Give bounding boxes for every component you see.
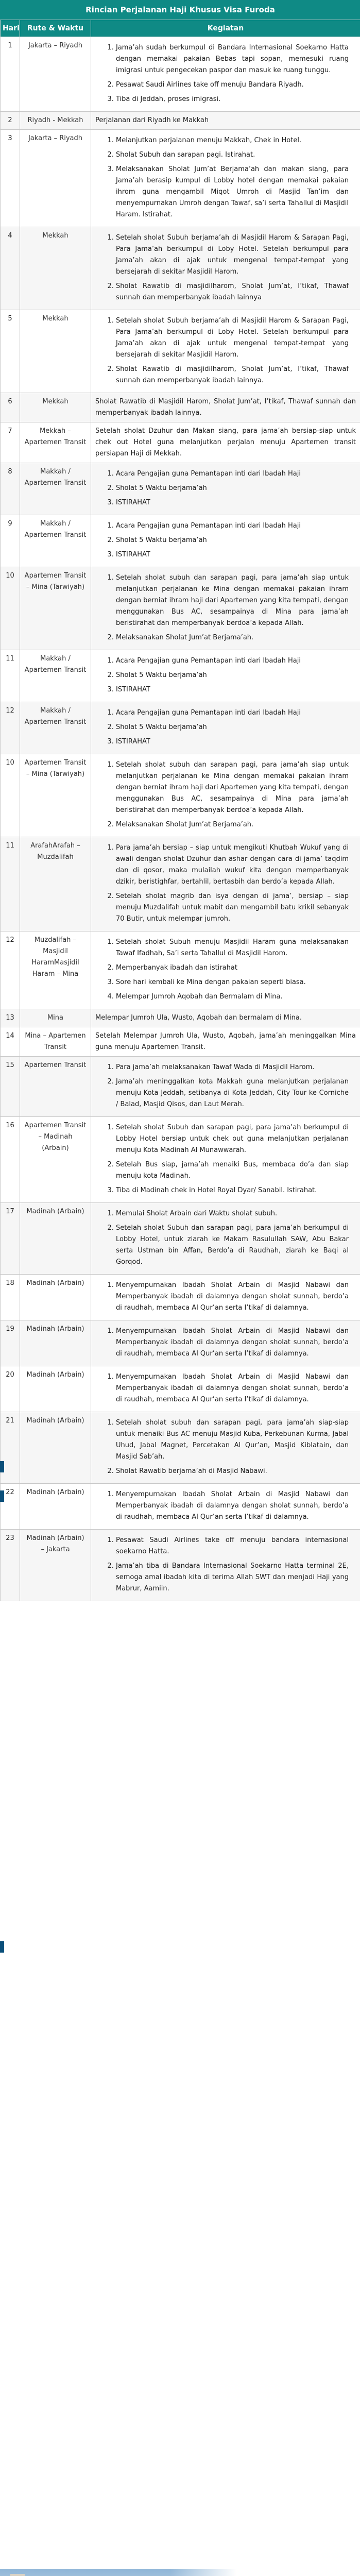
activity-cell xyxy=(91,112,360,130)
activity-item: 2. Melaksanakan Sholat Jum’at Berjama’ah. xyxy=(116,632,356,643)
activity-item: 1. Setelah sholat Subuh dan sarapan pagi, para jama’ah berkumpul di Lobby Hotel bersiap untuk chek out guna melanjutkan perjalanan menuju Kota Madinah Al Munawwarah. xyxy=(116,1122,356,1156)
day-cell: 16 xyxy=(1,1117,20,1203)
table-row xyxy=(1,310,360,393)
day-cell: 21 xyxy=(1,1412,20,1484)
route-cell: Makkah / Apartemen Transit xyxy=(20,463,91,515)
activity-list xyxy=(95,520,356,561)
activity-list xyxy=(95,1326,356,1360)
table-row xyxy=(1,567,360,650)
activity-list xyxy=(95,1371,356,1405)
day-cell: 23 xyxy=(1,1530,20,1601)
activity-cell xyxy=(91,1275,360,1320)
route-cell: Apartemen Transit xyxy=(20,1057,91,1117)
activity-list xyxy=(95,572,356,643)
route-cell: Mina xyxy=(20,1009,91,1027)
activity-cell xyxy=(91,422,360,463)
activity-item: 3. Sore hari kembali ke Mina dengan pakaian seperti biasa. xyxy=(116,977,356,988)
activity-item: 3. ISTIRAHAT xyxy=(116,549,356,561)
activity-cell xyxy=(91,650,360,702)
route-cell: Mina – Apartemen Transit xyxy=(20,1027,91,1057)
table-row xyxy=(1,754,360,837)
day-cell: 17 xyxy=(1,1203,20,1275)
table-row xyxy=(1,112,360,130)
header-day: Hari xyxy=(1,20,20,37)
day-cell: 10 xyxy=(1,567,20,650)
activity-item: 1. Setelah sholat subuh dan sarapan pagi, para jama’ah siap-siap untuk menaiki Bus AC menuju Masjid Kuba, Perkebunan Kurma, Jabal Uhud, Jabal Magnet, Percetakan Al Qur’an, Masjid Kiblatain, dan Masjid Sab’ah. xyxy=(116,1417,356,1463)
day-cell: 11 xyxy=(1,650,20,702)
activity-item: 2. Jama’ah tiba di Bandara Internasional Soekarno Hatta terminal 2E, semoga amal ibadah kita di terima Allah SWT dan menjadi Haji yang Mabrur, Aamiin. xyxy=(116,1561,356,1595)
route-cell: Apartemen Transit – Mina (Tarwiyah) xyxy=(20,567,91,650)
table-row xyxy=(1,393,360,422)
activity-item: 1. Menyempurnakan Ibadah Sholat Arbain di Masjid Nabawi dan Memperbanyak ibadah di dalamnya dengan sholat sunnah, berdo’a di raudhah, membaca Al Qur’an serta I’tikaf di dalamnya. xyxy=(116,1280,356,1314)
activity-cell xyxy=(91,1203,360,1275)
day-cell: 5 xyxy=(1,310,20,393)
activity-cell xyxy=(91,567,360,650)
day-cell: 1 xyxy=(1,37,20,112)
activity-item: 3. Melaksanakan Sholat Jum’at Berjama’ah dan makan siang, para Jama’ah berasip kumpul di Lobby hotel dengan memakai pakaian ihrom guna mengambil Miqot Umroh di Masjid Tan’im dan menyempurnakan Umroh dengan Tawaf, sa’i serta Tahallul di Masjidil Haram. Istirahat. xyxy=(116,164,356,221)
day-cell: 14 xyxy=(1,1027,20,1057)
day-cell: 2 xyxy=(1,112,20,130)
activity-item: 1. Para jama’ah bersiap – siap untuk mengikuti Khutbah Wukuf yang di awali dengan sholat Dzuhur dan ashar dengan cara di jama’ taqdim dan di qosor, maka mulailah wukuf kita dengan memperbanyak dzikir, beristighfar, bertahlil, bertasbih dan berdo’a kepada Allah. xyxy=(116,842,356,888)
table-row xyxy=(1,227,360,310)
route-cell: Riyadh - Mekkah xyxy=(20,112,91,130)
activity-text: Perjalanan dari Riyadh ke Makkah xyxy=(95,116,209,124)
activity-cell xyxy=(91,515,360,567)
activity-item: 2. Setelah Bus siap, jama’ah menaiki Bus, membaca do’a dan siap menuju kota Madinah. xyxy=(116,1159,356,1182)
activity-item: 2. Sholat Rawatib berjama’ah di Masjid Nabawi. xyxy=(116,1466,356,1477)
table-row xyxy=(1,1203,360,1275)
route-cell: Makkah / Apartemen Transit xyxy=(20,650,91,702)
side-marker xyxy=(0,1941,4,1953)
table-row xyxy=(1,463,360,515)
activity-item: 1. Acara Pengajian guna Pemantapan inti dari Ibadah Haji xyxy=(116,468,356,480)
activity-text: Setelah Melempar Jumroh Ula, Wusto, Aqobah, jama’ah meninggalkan Mina guna menuju Apartemen Transit. xyxy=(95,1032,356,1051)
activity-item: 2. Sholat 5 Waktu berjama’ah xyxy=(116,535,356,546)
route-cell: Jakarta – Riyadh xyxy=(20,130,91,227)
table-row xyxy=(1,1530,360,1601)
table-row xyxy=(1,1117,360,1203)
table-row xyxy=(1,1275,360,1320)
activity-cell xyxy=(91,1320,360,1366)
route-cell: Mekkah – Apartemen Transit xyxy=(20,422,91,463)
activity-list xyxy=(95,468,356,509)
activity-item: 2. Melaksanakan Sholat Jum’at Berjama’ah. xyxy=(116,819,356,831)
activity-list xyxy=(95,1535,356,1595)
activity-item: 3. ISTIRAHAT xyxy=(116,684,356,696)
route-cell: Madinah (Arbain) xyxy=(20,1412,91,1484)
route-cell: Madinah (Arbain) – Jakarta xyxy=(20,1530,91,1601)
activity-item: 1. Memulai Sholat Arbain dari Waktu sholat subuh. xyxy=(116,1208,356,1219)
day-cell: 4 xyxy=(1,227,20,310)
route-cell: Apartemen Transit – Madinah (Arbain) xyxy=(20,1117,91,1203)
activity-list xyxy=(95,1417,356,1477)
header-route: Rute & Waktu xyxy=(20,20,91,37)
activity-list xyxy=(95,135,356,221)
table-body xyxy=(1,37,360,1601)
activity-list xyxy=(95,842,356,925)
activity-item: 2. Sholat 5 Waktu berjama’ah xyxy=(116,722,356,733)
activity-item: 1. Acara Pengajian guna Pemantapan inti dari Ibadah Haji xyxy=(116,520,356,532)
activity-list xyxy=(95,1489,356,1523)
table-header-row xyxy=(1,20,360,37)
day-cell: 12 xyxy=(1,931,20,1009)
activity-cell xyxy=(91,1366,360,1412)
table-row xyxy=(1,837,360,931)
table-row xyxy=(1,1366,360,1412)
activity-item: 2. Sholat Rawatib di masjidilharom, Sholat Jum’at, I’tikaf, Thawaf sunnah dan memperbanyak ibadah lainnya xyxy=(116,281,356,303)
table-caption: Rincian Perjalanan Haji Khusus Visa Furoda xyxy=(0,0,360,20)
activity-list xyxy=(95,1280,356,1314)
activity-item: 2. Sholat 5 Waktu berjama’ah xyxy=(116,670,356,681)
activity-cell xyxy=(91,227,360,310)
activity-cell xyxy=(91,702,360,754)
activity-item: 2. Sholat Subuh dan sarapan pagi. Istirahat. xyxy=(116,149,356,161)
route-cell: ArafahArafah – Muzdalifah xyxy=(20,837,91,931)
activity-item: 3. ISTIRAHAT xyxy=(116,497,356,509)
activity-cell xyxy=(91,1412,360,1484)
activity-cell xyxy=(91,931,360,1009)
activity-item: 1. Para jama’ah melaksanakan Tawaf Wada di Masjidil Harom. xyxy=(116,1062,356,1073)
activity-item: 1. Acara Pengajian guna Pemantapan inti dari Ibadah Haji xyxy=(116,707,356,719)
promo-banner xyxy=(0,2569,360,2576)
day-cell: 12 xyxy=(1,702,20,754)
activity-item: 2. Setelah sholat magrib dan isya dengan di jama’, bersiap – siap menuju Muzdalifah untuk mabit dan mengambil batu krikil sebanyak 70 Butir, untuk melempar jumroh. xyxy=(116,891,356,925)
activity-cell xyxy=(91,1530,360,1601)
activity-item: 2. Pesawat Saudi Airlines take off menuju Bandara Riyadh. xyxy=(116,79,356,91)
activity-item: 1. Pesawat Saudi Airlines take off menuju bandara internasional soekarno Hatta. xyxy=(116,1535,356,1557)
activity-item: 1. Setelah sholat Subuh berjama’ah di Masjidil Harom & Sarapan Pagi, Para Jama’ah berkumpul di Loby Hotel. Setelah berkumpul para Jama’ah akan di ajak untuk mengenal tempat-tempat yang bersejarah di sekitar Masjidil Harom. xyxy=(116,232,356,278)
day-cell: 11 xyxy=(1,837,20,931)
table-row xyxy=(1,1484,360,1530)
day-cell: 20 xyxy=(1,1366,20,1412)
table-row xyxy=(1,422,360,463)
minaret-image xyxy=(10,2574,25,2576)
activity-cell xyxy=(91,754,360,837)
route-cell: Muzdalifah – Masjidil HaramMasjidil Haram – Mina xyxy=(20,931,91,1009)
activity-item: 1. Menyempurnakan Ibadah Sholat Arbain di Masjid Nabawi dan Memperbanyak ibadah di dalamnya dengan sholat sunnah, berdo’a di raudhah, membaca Al Qur’an serta I’tikaf di dalamnya. xyxy=(116,1371,356,1405)
activity-cell xyxy=(91,1057,360,1117)
activity-item: 3. Tiba di Madinah chek in Hotel Royal Dyar/ Sanabil. Istirahat. xyxy=(116,1185,356,1196)
table-row xyxy=(1,702,360,754)
activity-list xyxy=(95,1208,356,1268)
day-cell: 6 xyxy=(1,393,20,422)
route-cell: Madinah (Arbain) xyxy=(20,1275,91,1320)
route-cell: Madinah (Arbain) xyxy=(20,1366,91,1412)
activity-cell xyxy=(91,463,360,515)
activity-item: 4. Melempar Jumroh Aqobah dan Bermalam di Mina. xyxy=(116,991,356,1003)
table-row xyxy=(1,1412,360,1484)
route-cell: Madinah (Arbain) xyxy=(20,1203,91,1275)
activity-list xyxy=(95,937,356,1003)
activity-item: 1. Jama’ah sudah berkumpul di Bandara Internasional Soekarno Hatta dengan memakai pakaian Bebas tapi sopan, memesuki ruang imigrasi untuk pengecekan paspor dan masuk ke ruang tunggu. xyxy=(116,42,356,76)
route-cell: Mekkah xyxy=(20,310,91,393)
activity-item: 2. Setelah sholat Subuh dan sarapan pagi, para jama’ah berkumpul di Lobby Hotel, untuk ziarah ke Makam Rasulullah SAW, Abu Bakar serta Ustman bin Affan, Berdo’a di Raudhah, ziarah ke Baqi al Gorqod. xyxy=(116,1223,356,1268)
activity-text: Sholat Rawatib di Masjidil Harom, Sholat Jum’at, I’tikaf, Thawaf sunnah dan memperbanyak ibadah lainnya. xyxy=(95,398,356,417)
route-cell: Madinah (Arbain) xyxy=(20,1484,91,1530)
day-cell: 10 xyxy=(1,754,20,837)
table-row xyxy=(1,931,360,1009)
activity-item: 3. ISTIRAHAT xyxy=(116,736,356,748)
activity-text: Setelah sholat Dzuhur dan Makan siang, para jama’ah bersiap-siap untuk chek out Hotel guna melanjutkan perjalan menuju Apartemen transit persiapan Haji di Mekkah. xyxy=(95,427,356,457)
activity-cell xyxy=(91,1484,360,1530)
side-marker xyxy=(0,1490,4,1502)
route-cell: Makkah / Apartemen Transit xyxy=(20,702,91,754)
activity-item: 1. Acara Pengajian guna Pemantapan inti dari Ibadah Haji xyxy=(116,655,356,667)
day-cell: 19 xyxy=(1,1320,20,1366)
table-row xyxy=(1,1009,360,1027)
table-row xyxy=(1,1057,360,1117)
table-row xyxy=(1,1027,360,1057)
activity-cell xyxy=(91,837,360,931)
activity-cell xyxy=(91,1117,360,1203)
table-row xyxy=(1,130,360,227)
table-row xyxy=(1,650,360,702)
activity-item: 2. Sholat Rawatib di masjidilharom, Sholat Jum’at, I’tikaf, Thawaf sunnah dan memperbanyak ibadah lainnya. xyxy=(116,364,356,386)
activity-list xyxy=(95,655,356,696)
activity-list xyxy=(95,232,356,303)
activity-list xyxy=(95,1062,356,1110)
activity-item: 2. Sholat 5 Waktu berjama’ah xyxy=(116,483,356,494)
route-cell: Jakarta – Riyadh xyxy=(20,37,91,112)
activity-list xyxy=(95,42,356,105)
activity-cell xyxy=(91,130,360,227)
activity-item: 1. Setelah sholat Subuh berjama’ah di Masjidil Harom & Sarapan Pagi, Para Jama’ah berkumpul di Loby Hotel. Setelah berkumpul para Jama’ah akan di ajak untuk mengenal tempat-tempat yang bersejarah di sekitar Masjidil Harom. xyxy=(116,315,356,361)
activity-list xyxy=(95,707,356,748)
day-cell: 3 xyxy=(1,130,20,227)
activity-list xyxy=(95,1122,356,1196)
day-cell: 15 xyxy=(1,1057,20,1117)
activity-item: 2. Jama’ah meninggalkan kota Makkah guna melanjutkan perjalanan menuju Kota Jeddah, setibanya di Kota Jeddah, City Tour ke Corniche / Balad, Masjid Qisos, dan Laut Merah. xyxy=(116,1076,356,1110)
activity-item: 2. Memperbanyak ibadah dan istirahat xyxy=(116,962,356,974)
activity-item: 1. Menyempurnakan Ibadah Sholat Arbain di Masjid Nabawi dan Memperbanyak ibadah di dalamnya dengan sholat sunnah, berdo’a di raudhah, membaca Al Qur’an serta I’tikaf di dalamnya. xyxy=(116,1326,356,1360)
activity-list xyxy=(95,315,356,386)
route-cell: Makkah / Apartemen Transit xyxy=(20,515,91,567)
activity-item: 1. Melanjutkan perjalanan menuju Makkah, Chek in Hotel. xyxy=(116,135,356,146)
activity-cell xyxy=(91,1027,360,1057)
activity-item: 1. Setelah sholat subuh dan sarapan pagi, para jama’ah siap untuk melanjutkan perjalanan ke Mina dengan memakai pakaian ihram dengan berniat ihram haji dari Apartemen yang kita tempati, dengan menggunakan Bus AC, sesampainya di Mina para jama’ah beristirahat dan memperbanyak berdoa’a kepada Allah. xyxy=(116,572,356,629)
day-cell: 18 xyxy=(1,1275,20,1320)
banner-fade xyxy=(170,2569,360,2576)
activity-cell xyxy=(91,310,360,393)
activity-cell xyxy=(91,393,360,422)
activity-item: 1. Menyempurnakan Ibadah Sholat Arbain di Masjid Nabawi dan Memperbanyak ibadah di dalamnya dengan sholat sunnah, berdo’a di raudhah, membaca Al Qur’an serta I’tikaf di dalamnya. xyxy=(116,1489,356,1523)
day-cell: 9 xyxy=(1,515,20,567)
activity-cell xyxy=(91,37,360,112)
route-cell: Madinah (Arbain) xyxy=(20,1320,91,1366)
day-cell: 22 xyxy=(1,1484,20,1530)
activity-list xyxy=(95,759,356,831)
activity-item: 3. Tiba di Jeddah, proses imigrasi. xyxy=(116,94,356,105)
day-cell: 7 xyxy=(1,422,20,463)
route-cell: Mekkah xyxy=(20,393,91,422)
activity-item: 1. Setelah sholat Subuh menuju Masjidil Haram guna melaksanakan Tawaf Ifadhah, Sa’i serta Tahallul di Masjidil Harom. xyxy=(116,937,356,959)
table-row xyxy=(1,1320,360,1366)
activity-cell xyxy=(91,1009,360,1027)
table-row xyxy=(1,37,360,112)
day-cell: 13 xyxy=(1,1009,20,1027)
table-row xyxy=(1,515,360,567)
header-activity: Kegiatan xyxy=(91,20,360,37)
day-cell: 8 xyxy=(1,463,20,515)
route-cell: Mekkah xyxy=(20,227,91,310)
activity-item: 1. Setelah sholat subuh dan sarapan pagi, para jama’ah siap untuk melanjutkan perjalanan ke Mina dengan memakai pakaian ihram dengan berniat ihram haji dari Apartemen yang kita tempati, dengan menggunakan Bus AC, sesampainya di Mina para jama’ah beristirahat dan memperbanyak berdoa’a kepada Allah. xyxy=(116,759,356,816)
route-cell: Apartemen Transit – Mina (Tarwiyah) xyxy=(20,754,91,837)
activity-text: Melempar Jumroh Ula, Wusto, Aqobah dan bermalam di Mina. xyxy=(95,1014,302,1022)
side-marker xyxy=(0,1461,4,1472)
